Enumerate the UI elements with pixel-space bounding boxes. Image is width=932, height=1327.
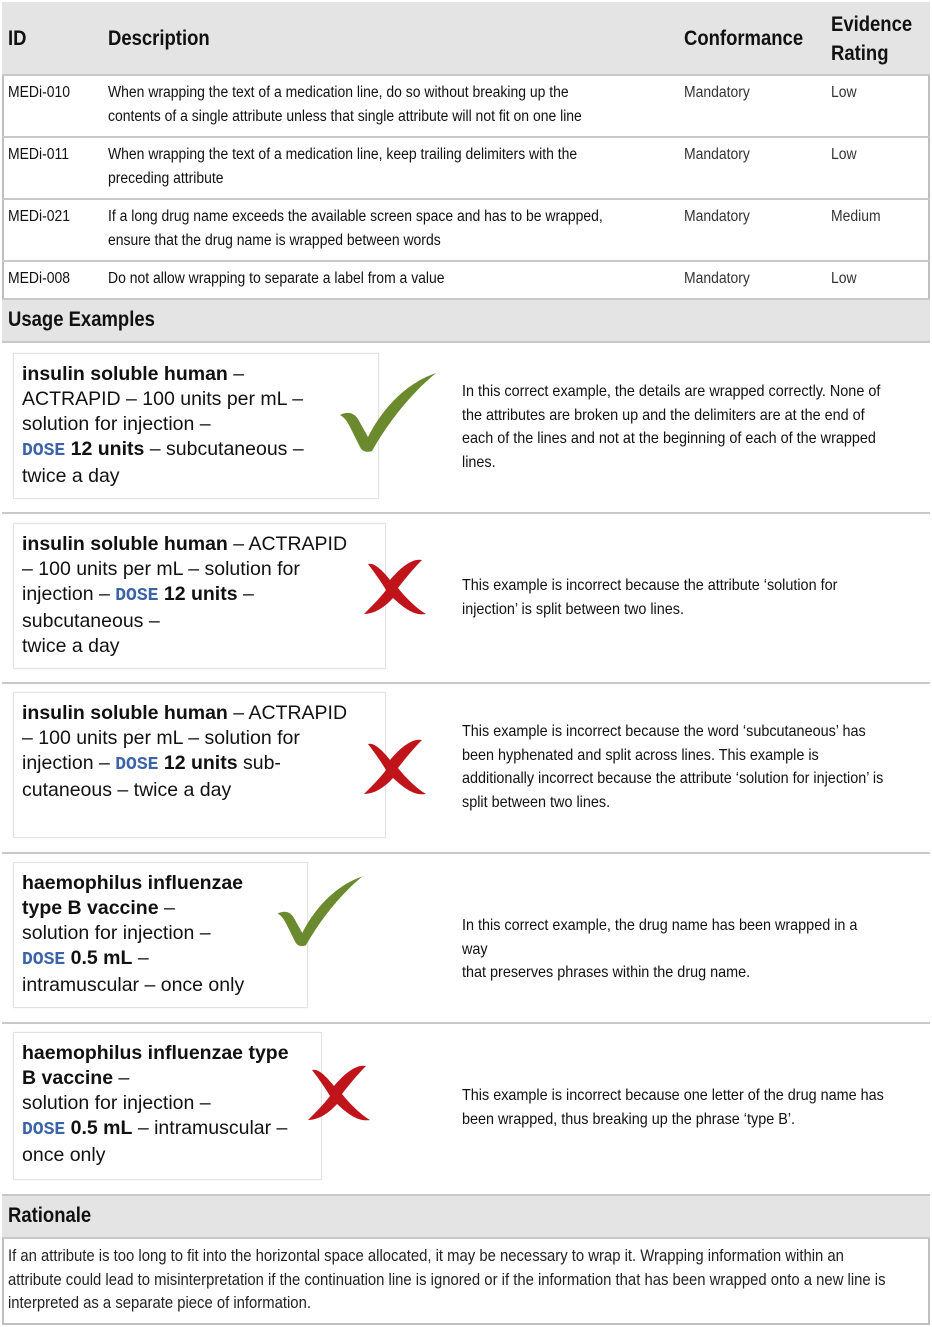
medication-line-example (13, 523, 386, 669)
medication-line-text (22, 362, 304, 489)
medication-line-example (13, 862, 308, 1008)
description-line: preceding attribute (108, 170, 224, 187)
text-fragment: – 100 units per mL – solution for (22, 727, 300, 749)
guideline-id: MEDi-011 (8, 146, 69, 163)
text-fragment: solution for injection – (22, 413, 211, 435)
conformance-value: Mandatory (684, 208, 750, 225)
description-line: ensure that the drug name is wrapped between words (108, 232, 441, 249)
header-description: Description (108, 27, 210, 50)
text-fragment: – intramuscular – (132, 1117, 288, 1139)
explanation-line: been wrapped, thus breaking up the phrase ‘type B’. (462, 1110, 796, 1128)
text-fragment: ACTRAPID – 100 units per mL – (22, 388, 304, 410)
text-fragment: injection – (22, 583, 116, 605)
dose-label: DOSE (115, 586, 159, 606)
text-fragment: – subcutaneous – (144, 438, 304, 460)
medication-line-example (13, 353, 379, 499)
explanation-line: the attributes are broken up and the delimiters are at the end of (462, 406, 865, 424)
example-explanation (462, 914, 885, 985)
explanation-line: In this correct example, the drug name has been wrapped in a way (462, 917, 858, 958)
explanation-line: injection’ is split between two lines. (462, 600, 684, 618)
example-explanation (462, 720, 885, 814)
dose-value: 0.5 mL (65, 1117, 133, 1139)
drug-name: B vaccine (22, 1067, 114, 1089)
text-fragment: – (113, 1067, 130, 1089)
usage-example (2, 854, 930, 1024)
example-explanation (462, 574, 885, 621)
evidence-rating-value: Medium (831, 208, 881, 225)
conformance-value: Mandatory (684, 84, 750, 101)
drug-name: haemophilus influenzae (22, 872, 244, 894)
text-fragment: – (237, 583, 254, 605)
conformance-value: Mandatory (684, 270, 750, 287)
description-line: If a long drug name exceeds the available screen space and has to be wrapped, (108, 208, 603, 225)
header-id: ID (8, 27, 27, 50)
description-line: When wrapping the text of a medication line, do so without breaking up the (108, 84, 569, 101)
usage-example (2, 514, 930, 684)
table-row (2, 200, 930, 262)
dose-value: 0.5 mL (65, 947, 133, 969)
explanation-line: each of the lines and not at the beginning of each of the wrapped (462, 430, 876, 447)
text-fragment: – (227, 363, 245, 385)
drug-name: type B vaccine (22, 897, 159, 919)
usage-example (2, 343, 930, 514)
drug-name: haemophilus influenzae type (22, 1042, 289, 1064)
guideline-id: MEDi-010 (8, 84, 71, 101)
text-fragment: solution for injection – (22, 1092, 211, 1114)
explanation-line: split between two lines. (462, 793, 611, 811)
header-conformance: Conformance (684, 27, 804, 50)
dose-value: 12 units (158, 583, 238, 605)
table-header (2, 2, 930, 76)
dose-value: 12 units (65, 438, 145, 460)
text-fragment: injection – (22, 752, 116, 774)
medication-line-text (22, 532, 347, 659)
explanation-line: This example is incorrect because the word ‘subcutaneous’ has (462, 723, 866, 740)
guideline-description (108, 81, 648, 129)
medication-line-text (22, 1041, 289, 1168)
cross-icon (360, 734, 428, 798)
text-fragment: – ACTRAPID (227, 702, 348, 724)
text-fragment: – (158, 897, 175, 919)
example-explanation (462, 380, 885, 474)
explanation-line: This example is incorrect because one letter of the drug name has (462, 1087, 884, 1104)
text-fragment: twice a day (22, 465, 120, 487)
usage-examples-header (2, 300, 930, 343)
text-fragment: – 100 units per mL – solution for (22, 558, 300, 580)
checkmark-icon (336, 369, 440, 453)
rationale-line: attribute could lead to misinterpretation if the continuation line is ignored or if the information that has been wrapped onto a new line is (8, 1270, 886, 1289)
text-fragment: sub- (237, 752, 281, 774)
explanation-line: additionally incorrect because the attribute ‘solution for injection’ is (462, 770, 884, 787)
medication-line-example (13, 692, 386, 838)
evidence-rating-value: Low (831, 84, 857, 101)
text-fragment: subcutaneous – (22, 610, 160, 632)
evidence-rating-value: Low (831, 146, 857, 163)
dose-value: 12 units (158, 752, 238, 774)
checkmark-icon (274, 868, 366, 952)
text-fragment: once only (22, 1144, 106, 1166)
explanation-line: In this correct example, the details are wrapped correctly. None of (462, 383, 881, 400)
rationale-header (2, 1196, 930, 1239)
text-fragment: twice a day (22, 635, 120, 657)
guideline-id: MEDi-008 (8, 270, 71, 287)
evidence-rating-value: Low (831, 270, 857, 287)
cross-icon (304, 1060, 372, 1124)
dose-label: DOSE (22, 950, 66, 970)
medication-line-text (22, 701, 347, 803)
rationale-text (8, 1245, 926, 1316)
explanation-line: that preserves phrases within the drug name. (462, 964, 751, 981)
dose-label: DOSE (115, 755, 159, 775)
guideline-description (108, 205, 648, 253)
guideline-description (108, 143, 648, 191)
explanation-line: been hyphenated and split across lines. This example is (462, 746, 819, 764)
guideline-description (108, 267, 648, 291)
description-line: When wrapping the text of a medication line, keep trailing delimiters with the (108, 146, 578, 163)
table-row (2, 138, 930, 200)
rationale-line: interpreted as a separate piece of information. (8, 1294, 311, 1312)
text-fragment: intramuscular – once only (22, 974, 245, 996)
header-evidence-line2: Rating (831, 42, 889, 65)
example-explanation (462, 1084, 885, 1131)
rationale-body (2, 1239, 930, 1323)
drug-name: insulin soluble human (22, 533, 228, 555)
usage-example (2, 1024, 930, 1196)
guideline-id: MEDi-021 (8, 208, 71, 225)
rationale-line: If an attribute is too long to fit into the horizontal space allocated, it may be necessary to wrap it. Wrapping information within an (8, 1247, 844, 1265)
medication-line-example (13, 1032, 322, 1180)
text-fragment: cutaneous – twice a day (22, 779, 232, 801)
section-title: Usage Examples (8, 308, 155, 331)
description-line: contents of a single attribute unless that single attribute will not fit on one line (108, 108, 582, 125)
header-evidence-line1: Evidence (831, 13, 913, 36)
dose-label: DOSE (22, 1120, 66, 1140)
cross-icon (360, 554, 428, 618)
text-fragment: – (132, 947, 149, 969)
explanation-line: This example is incorrect because the attribute ‘solution for (462, 577, 838, 594)
description-line: Do not allow wrapping to separate a label from a value (108, 270, 445, 287)
table-row (2, 76, 930, 138)
text-fragment: solution for injection – (22, 922, 211, 944)
dose-label: DOSE (22, 441, 66, 461)
medication-line-text (22, 871, 244, 998)
table-row (2, 262, 930, 300)
drug-name: insulin soluble human (22, 702, 228, 724)
usage-example (2, 684, 930, 854)
conformance-value: Mandatory (684, 146, 750, 163)
text-fragment: – ACTRAPID (227, 533, 348, 555)
drug-name: insulin soluble human (22, 363, 228, 385)
section-title: Rationale (8, 1204, 92, 1227)
explanation-line: lines. (462, 453, 496, 471)
